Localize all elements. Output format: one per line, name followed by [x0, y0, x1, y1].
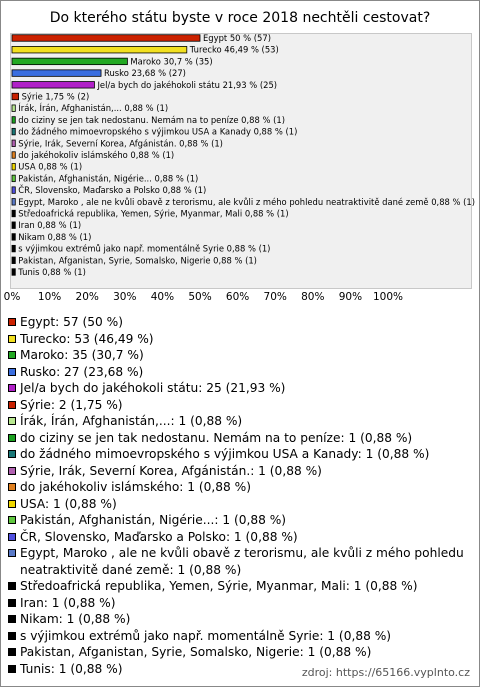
bar-label-9: Sýrie, Irák, Severní Korea, Afgánistán. 0,88 % (1): [18, 138, 223, 149]
legend-swatch: [8, 500, 16, 508]
legend-swatch: [8, 599, 16, 607]
legend-label: do jakéhokoliv islámského: 1 (0,88 %): [20, 480, 251, 494]
legend-label: Iran: 1 (0,88 %): [20, 595, 116, 610]
legend-swatch: [8, 417, 16, 425]
bar-label-8: do žádného mimoevropského s výjimkou USA a Kanady 0,88 % (1): [18, 126, 298, 137]
chart-title: Do kterého státu byste v roce 2018 nechtěli cestovat?: [49, 10, 431, 26]
x-tick-label: 100%: [372, 291, 404, 303]
bar-17: [12, 234, 15, 241]
bar-7: [12, 117, 15, 124]
bar-label-5: Sýrie 1,75 % (2): [21, 91, 90, 102]
legend-swatch: [8, 615, 16, 623]
x-axis-ticks: [0, 291, 480, 307]
legend-item: [8, 397, 474, 414]
x-tick-label: 30%: [113, 291, 137, 303]
bar-label-2: Maroko 30,7 % (35): [130, 56, 213, 67]
bar-chart: [0, 0, 480, 300]
legend-label: Írák, Írán, Afghanistán,...: 1 (0,88 %): [20, 414, 243, 428]
bar-15: [12, 210, 15, 217]
bar-6: [12, 105, 15, 112]
bar-label-1: Turecko 46,49 % (53): [189, 44, 279, 55]
legend-item: [8, 413, 474, 430]
legend-item: [8, 578, 474, 595]
bar-16: [12, 222, 15, 229]
legend-label: do žádného mimoevropského s výjimkou USA a Kanady: 1 (0,88 %): [20, 447, 430, 461]
bar-4: [12, 82, 94, 89]
bar-label-13: ČR, Slovensko, Maďarsko a Polsko 0,88 % (1): [18, 185, 207, 196]
legend-label: USA: 1 (0,88 %): [20, 496, 117, 511]
legend-label: ČR, Slovensko, Maďarsko a Polsko: 1 (0,88 %): [20, 529, 298, 544]
legend-item: [8, 347, 474, 364]
bar-2: [12, 58, 127, 65]
legend-swatch: [8, 665, 16, 673]
legend-item: [8, 496, 474, 513]
legend-label: Nikam: 1 (0,88 %): [20, 612, 131, 626]
legend-item: [8, 314, 474, 331]
legend-item: [8, 380, 474, 397]
legend-swatch: [8, 533, 16, 541]
x-tick-label: 70%: [263, 291, 287, 303]
legend-label: Tunis: 1 (0,88 %): [20, 661, 123, 676]
legend-label: Turecko: 53 (46,49 %): [20, 331, 154, 346]
legend-swatch: [8, 483, 16, 491]
legend-label: do ciziny se jen tak nedostanu. Nemám na to peníze: 1 (0,88 %): [20, 430, 413, 445]
legend-label: Pakistán, Afghanistán, Nigérie...: 1 (0,88 %): [20, 513, 287, 527]
x-tick-label: 0%: [3, 291, 21, 303]
legend-label: Sýrie: 2 (1,75 %): [20, 397, 123, 412]
legend-swatch: [8, 648, 16, 656]
legend: [8, 314, 474, 677]
x-tick-label: 60%: [225, 291, 250, 303]
bar-5: [12, 93, 19, 100]
legend-item: [8, 463, 474, 480]
legend-item: [8, 331, 474, 348]
bar-14: [12, 199, 15, 206]
legend-item: [8, 529, 474, 546]
legend-item: [8, 446, 474, 463]
legend-swatch: [8, 401, 16, 409]
bar-label-20: Tunis 0,88 % (1): [18, 267, 86, 277]
legend-label: Pakistan, Afganistan, Syrie, Somalsko, Nigerie: 1 (0,88 %): [20, 645, 372, 659]
bar-label-3: Rusko 23,68 % (27): [104, 68, 186, 79]
bar-label-11: USA 0,88 % (1): [18, 161, 83, 172]
x-tick-label: 80%: [301, 291, 325, 303]
legend-swatch: [8, 632, 16, 640]
legend-label: Jel/a bych do jakéhokoli státu: 25 (21,93 %): [20, 381, 286, 395]
source-footer[interactable]: zdroj: https://65166.vyplnto.cz: [301, 666, 470, 679]
bar-13: [12, 187, 15, 194]
legend-item: [8, 512, 474, 529]
legend-label: Sýrie, Irák, Severní Korea, Afgánistán.: 1 (0,88 %): [20, 463, 322, 478]
bar-label-14: Egypt, Maroko , ale ne kvůli obavě z terorismu, ale kvůli z mého pohledu neatraktivitě dané země 0,88 % (1): [18, 196, 476, 207]
bar-18: [12, 245, 15, 252]
bar-label-19: Pakistan, Afganistan, Syrie, Somalsko, Nigerie 0,88 % (1): [18, 255, 257, 266]
legend-swatch: [8, 467, 16, 475]
bar-label-16: Iran 0,88 % (1): [18, 220, 82, 231]
legend-label: Egypt: 57 (50 %): [20, 315, 123, 329]
legend-swatch: [8, 318, 16, 326]
x-tick-label: 50%: [188, 291, 212, 303]
bar-label-12: Pakistán, Afghanistán, Nigérie... 0,88 % (1): [18, 173, 199, 184]
bar-label-7: do ciziny se jen tak nedostanu. Nemám na to peníze 0,88 % (1): [18, 114, 285, 125]
legend-swatch: [8, 549, 16, 557]
legend-item: [8, 595, 474, 612]
legend-item: [8, 628, 474, 645]
bar-3: [12, 70, 101, 77]
bar-0: [12, 35, 200, 42]
legend-label: s výjimkou extrémů jako např. momentálně Syrie: 1 (0,88 %): [20, 628, 392, 643]
legend-item: [8, 479, 474, 496]
legend-item: [8, 430, 474, 447]
bar-10: [12, 152, 15, 159]
legend-swatch: [8, 351, 16, 359]
bar-label-0: Egypt 50 % (57): [203, 33, 271, 43]
legend-label: Rusko: 27 (23,68 %): [20, 364, 144, 379]
x-tick-label: 20%: [75, 291, 99, 303]
legend-label: Maroko: 35 (30,7 %): [20, 348, 144, 362]
bar-label-4: Jel/a bych do jakéhokoli státu 21,93 % (25): [97, 79, 278, 90]
bar-9: [12, 140, 15, 147]
legend-swatch: [8, 582, 16, 590]
legend-swatch: [8, 384, 16, 392]
bar-11: [12, 163, 15, 170]
bar-label-6: Írák, Írán, Afghanistán,... 0,88 % (1): [18, 103, 169, 114]
legend-swatch: [8, 434, 16, 442]
bar-label-10: do jakéhokoliv islámského 0,88 % (1): [18, 150, 175, 160]
legend-swatch: [8, 368, 16, 376]
legend-item: [8, 545, 474, 578]
x-tick-label: 40%: [150, 291, 175, 303]
legend-swatch: [8, 516, 16, 524]
bar-label-18: s výjimkou extrémů jako např. momentálně Syrie 0,88 % (1): [18, 243, 271, 254]
bar-label-17: Nikam 0,88 % (1): [18, 231, 92, 242]
bar-1: [12, 46, 187, 53]
legend-item: [8, 644, 474, 661]
bar-20: [12, 269, 15, 276]
bar-19: [12, 257, 15, 264]
x-tick-label: 10%: [37, 291, 62, 303]
bar-label-15: Středoafrická republika, Yemen, Sýrie, Myanmar, Mali 0,88 % (1): [18, 208, 289, 219]
legend-swatch: [8, 450, 16, 458]
x-tick-label: 90%: [338, 291, 363, 303]
legend-label: Egypt, Maroko , ale ne kvůli obavě z terorismu, ale kvůli z mého pohledu neatraktivitě dané země: 1 (0,88 %): [20, 546, 464, 577]
bar-8: [12, 128, 15, 135]
legend-item: [8, 364, 474, 381]
legend-label: Středoafrická republika, Yemen, Sýrie, Myanmar, Mali: 1 (0,88 %): [20, 579, 418, 593]
legend-item: [8, 611, 474, 628]
bar-12: [12, 175, 15, 182]
legend-swatch: [8, 335, 16, 343]
